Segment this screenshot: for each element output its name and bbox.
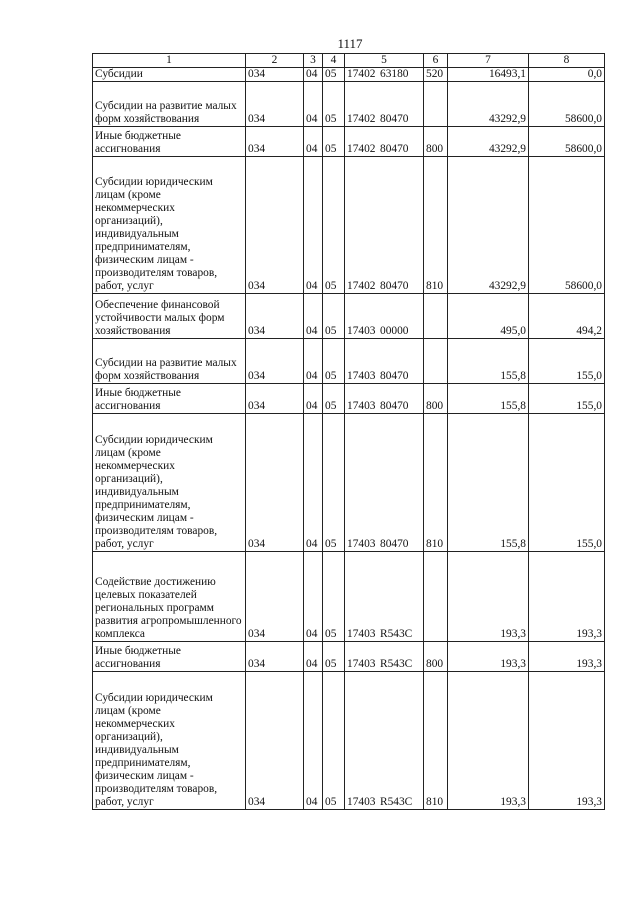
subsection-code: 05 [323,672,345,810]
section-code: 04 [304,414,323,552]
subsection-code: 05 [323,157,345,294]
subsection-code: 05 [323,642,345,672]
expense-type-code [424,294,448,339]
target-article-code [345,672,424,810]
section-code: 04 [304,552,323,642]
amount-col8: 193,3 [529,672,605,810]
amount-col7: 155,8 [448,414,529,552]
admin-code: 034 [246,294,304,339]
admin-code: 034 [246,414,304,552]
amount-col7: 43292,9 [448,82,529,127]
section-code: 04 [304,294,323,339]
amount-col8: 58600,0 [529,127,605,157]
amount-col7: 193,3 [448,672,529,810]
column-header: 2 [246,54,304,68]
table-row [93,127,605,157]
table-row [93,642,605,672]
amount-col7: 43292,9 [448,127,529,157]
admin-code: 034 [246,552,304,642]
section-code: 04 [304,642,323,672]
table-row [93,339,605,384]
target-article-subpart: R543C [380,796,413,808]
admin-code: 034 [246,339,304,384]
amount-col8: 155,0 [529,384,605,414]
column-header: 4 [323,54,345,68]
target-article-code [345,68,424,82]
section-code: 04 [304,384,323,414]
target-article-part: 17402 [347,113,376,125]
subsection-code: 05 [323,552,345,642]
amount-col7: 155,8 [448,384,529,414]
target-article-subpart: R543C [380,658,413,670]
row-name: Субсидии юридическим лицам (кроме некоммерческих организаций), индивидуальным предпринимателям, физическим лицам - производителям товаров, работ, услуг [93,157,246,294]
row-name: Иные бюджетные ассигнования [93,384,246,414]
target-article-subpart: 80470 [380,538,409,550]
amount-col8: 155,0 [529,414,605,552]
amount-col8: 155,0 [529,339,605,384]
subsection-code: 05 [323,339,345,384]
expense-type-code [424,82,448,127]
expense-type-code: 810 [424,414,448,552]
amount-col8: 193,3 [529,642,605,672]
target-article-subpart: 80470 [380,370,409,382]
target-article-subpart: 80470 [380,400,409,412]
row-name: Обеспечение финансовой устойчивости малых форм хозяйствования [93,294,246,339]
row-name: Субсидии на развитие малых форм хозяйствования [93,82,246,127]
section-code: 04 [304,339,323,384]
expense-type-code: 810 [424,157,448,294]
target-article-code [345,82,424,127]
target-article-subpart: R543C [380,628,413,640]
row-name: Иные бюджетные ассигнования [93,642,246,672]
amount-col8: 0,0 [529,68,605,82]
amount-col8: 58600,0 [529,82,605,127]
expense-type-code: 800 [424,642,448,672]
target-article-code [345,552,424,642]
header-row [93,54,605,68]
target-article-part: 17403 [347,796,376,808]
row-name: Субсидии юридическим лицам (кроме некоммерческих организаций), индивидуальным предпринимателям, физическим лицам - производителям товаров, работ, услуг [93,672,246,810]
subsection-code: 05 [323,414,345,552]
section-code: 04 [304,82,323,127]
row-name: Субсидии [93,68,246,82]
table-row [93,82,605,127]
target-article-part: 17402 [347,68,376,80]
table-row [93,294,605,339]
amount-col7: 193,3 [448,552,529,642]
subsection-code: 05 [323,127,345,157]
admin-code: 034 [246,384,304,414]
target-article-code [345,294,424,339]
amount-col8: 193,3 [529,552,605,642]
amount-col8: 58600,0 [529,157,605,294]
table-row [93,672,605,810]
amount-col8: 494,2 [529,294,605,339]
column-header: 5 [345,54,424,68]
target-article-code [345,642,424,672]
target-article-subpart: 63180 [380,68,409,80]
table-row [93,157,605,294]
section-code: 04 [304,127,323,157]
target-article-subpart: 80470 [380,280,409,292]
target-article-part: 17402 [347,143,376,155]
target-article-part: 17402 [347,280,376,292]
target-article-part: 17403 [347,628,376,640]
target-article-part: 17403 [347,400,376,412]
target-article-code [345,414,424,552]
target-article-code [345,157,424,294]
column-header: 3 [304,54,323,68]
target-article-part: 17403 [347,658,376,670]
expense-type-code: 520 [424,68,448,82]
expense-type-code: 800 [424,127,448,157]
admin-code: 034 [246,127,304,157]
section-code: 04 [304,157,323,294]
target-article-part: 17403 [347,538,376,550]
section-code: 04 [304,672,323,810]
admin-code: 034 [246,68,304,82]
row-name: Субсидии на развитие малых форм хозяйствования [93,339,246,384]
row-name: Содействие достижению целевых показателей региональных программ развития агропромышленного комплекса [93,552,246,642]
budget-table [92,53,605,810]
subsection-code: 05 [323,68,345,82]
target-article-subpart: 00000 [380,325,409,337]
admin-code: 034 [246,82,304,127]
table-row [93,552,605,642]
expense-type-code [424,552,448,642]
subsection-code: 05 [323,82,345,127]
amount-col7: 495,0 [448,294,529,339]
target-article-code [345,339,424,384]
column-header: 8 [529,54,605,68]
expense-type-code [424,339,448,384]
target-article-code [345,127,424,157]
admin-code: 034 [246,672,304,810]
page-number: 1117 [337,36,363,51]
section-code: 04 [304,68,323,82]
table-row [93,68,605,82]
table-row [93,384,605,414]
target-article-part: 17403 [347,325,376,337]
target-article-subpart: 80470 [380,113,409,125]
amount-col7: 43292,9 [448,157,529,294]
target-article-part: 17403 [347,370,376,382]
table-row [93,414,605,552]
column-header: 1 [93,54,246,68]
target-article-subpart: 80470 [380,143,409,155]
admin-code: 034 [246,157,304,294]
amount-col7: 193,3 [448,642,529,672]
column-header: 6 [424,54,448,68]
expense-type-code: 810 [424,672,448,810]
amount-col7: 16493,1 [448,68,529,82]
row-name: Иные бюджетные ассигнования [93,127,246,157]
subsection-code: 05 [323,294,345,339]
column-header: 7 [448,54,529,68]
row-name: Субсидии юридическим лицам (кроме некоммерческих организаций), индивидуальным предпринимателям, физическим лицам - производителям товаров, работ, услуг [93,414,246,552]
target-article-code [345,384,424,414]
amount-col7: 155,8 [448,339,529,384]
expense-type-code: 800 [424,384,448,414]
admin-code: 034 [246,642,304,672]
subsection-code: 05 [323,384,345,414]
